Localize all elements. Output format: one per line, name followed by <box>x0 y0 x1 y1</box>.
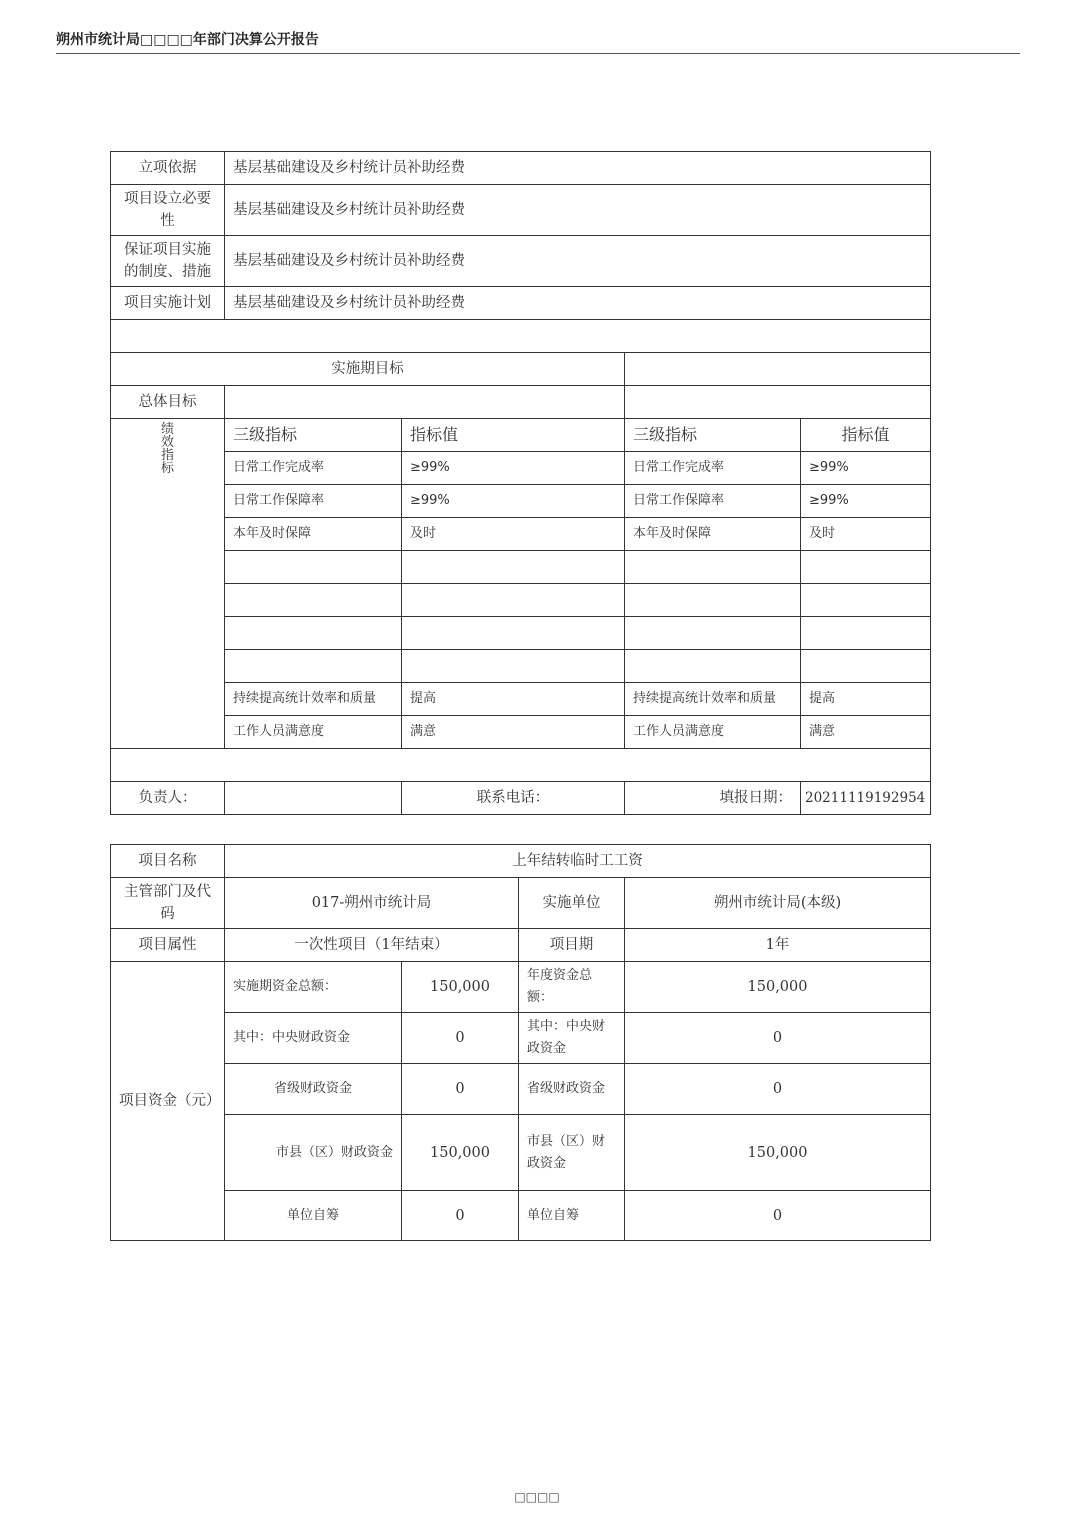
date-label: 填报日期： <box>625 782 801 815</box>
indicator-name <box>625 551 801 584</box>
indicator-value <box>801 650 931 683</box>
indicator-name <box>225 584 402 617</box>
fund-label-2: 单位自筹 <box>519 1191 625 1241</box>
necessity-value: 基层基础建设及乡村统计员补助经费 <box>225 185 931 236</box>
indicator-name <box>225 650 402 683</box>
unit-value: 朔州市统计局(本级) <box>625 878 931 929</box>
table-row <box>111 878 931 929</box>
basis-value: 基层基础建设及乡村统计员补助经费 <box>225 152 931 185</box>
period-value: 1年 <box>625 929 931 962</box>
table-row <box>111 185 931 236</box>
table-row <box>111 152 931 185</box>
fund-value: 150,000 <box>402 962 519 1013</box>
indicator-name <box>625 584 801 617</box>
table-row <box>111 320 931 353</box>
indicator-value: ≥99% <box>402 485 625 518</box>
period-label: 项目期 <box>519 929 625 962</box>
fund-value: 0 <box>402 1013 519 1064</box>
indicator-name: 日常工作保障率 <box>625 485 801 518</box>
table-row <box>111 929 931 962</box>
unit-label: 实施单位 <box>519 878 625 929</box>
measures-label: 保证项目实施的制度、措施 <box>111 236 225 287</box>
indicator-header-1: 三级指标 <box>225 419 402 452</box>
fund-value: 0 <box>402 1064 519 1115</box>
page-number: □□□□ <box>514 1490 560 1504</box>
fund-label-2: 年度资金总额： <box>519 962 625 1013</box>
table-row <box>111 551 931 584</box>
indicator-value <box>402 584 625 617</box>
indicator-name: 本年及时保障 <box>225 518 402 551</box>
table-row <box>111 287 931 320</box>
responsible-value <box>225 782 402 815</box>
table-row <box>111 683 931 716</box>
indicator-value-header-2: 指标值 <box>801 419 931 452</box>
attr-value: 一次性项目（1年结束） <box>225 929 519 962</box>
responsible-label: 负责人： <box>111 782 225 815</box>
indicator-value: 提高 <box>801 683 931 716</box>
table-row <box>111 353 931 386</box>
table-row <box>111 617 931 650</box>
indicator-value: 提高 <box>402 683 625 716</box>
indicator-value: 满意 <box>801 716 931 749</box>
table-row <box>111 452 931 485</box>
table-row <box>111 1013 931 1064</box>
indicator-value: 及时 <box>801 518 931 551</box>
table-row <box>111 236 931 287</box>
table-row <box>111 386 931 419</box>
indicator-value: ≥99% <box>402 452 625 485</box>
indicator-value: 满意 <box>402 716 625 749</box>
indicator-name: 工作人员满意度 <box>625 716 801 749</box>
plan-label: 项目实施计划 <box>111 287 225 320</box>
indicator-name <box>225 551 402 584</box>
period-goal-blank <box>625 353 931 386</box>
plan-value: 基层基础建设及乡村统计员补助经费 <box>225 287 931 320</box>
dept-value: 017-朔州市统计局 <box>225 878 519 929</box>
fund-value-2: 150,000 <box>625 1115 931 1191</box>
indicator-header-2: 三级指标 <box>625 419 801 452</box>
necessity-label: 项目设立必要性 <box>111 185 225 236</box>
indicator-name: 工作人员满意度 <box>225 716 402 749</box>
indicator-name: 日常工作完成率 <box>225 452 402 485</box>
fund-label: 单位自筹 <box>225 1191 402 1241</box>
total-goal-value <box>225 386 625 419</box>
table-row <box>111 749 931 782</box>
project-name-label: 项目名称 <box>111 845 225 878</box>
total-goal-value-2 <box>625 386 931 419</box>
indicator-name: 本年及时保障 <box>625 518 801 551</box>
indicator-value-header-1: 指标值 <box>402 419 625 452</box>
table-row <box>111 716 931 749</box>
fund-value: 0 <box>402 1191 519 1241</box>
header-title: 朔州市统计局□□□□年部门决算公开报告 <box>56 32 319 48</box>
table-row <box>111 1064 931 1115</box>
indicator-value: ≥99% <box>801 452 931 485</box>
indicator-name: 持续提高统计效率和质量 <box>625 683 801 716</box>
project-name-value: 上年结转临时工工资 <box>225 845 931 878</box>
blank-row <box>111 749 931 782</box>
fund-value: 150,000 <box>402 1115 519 1191</box>
table-row <box>111 1191 931 1241</box>
indicator-value <box>801 584 931 617</box>
fund-value-2: 0 <box>625 1064 931 1115</box>
table-row <box>111 1115 931 1191</box>
page-header <box>56 30 1020 54</box>
fund-value-2: 150,000 <box>625 962 931 1013</box>
indicator-value: ≥99% <box>801 485 931 518</box>
fund-label: 其中：中央财政资金 <box>225 1013 402 1064</box>
funds-label: 项目资金（元） <box>111 962 225 1241</box>
fund-value-2: 0 <box>625 1191 931 1241</box>
fund-label-2: 市县（区）财政资金 <box>519 1115 625 1191</box>
indicator-value <box>402 551 625 584</box>
table-row <box>111 962 931 1013</box>
indicator-value <box>801 551 931 584</box>
indicator-value <box>801 617 931 650</box>
indicator-value: 及时 <box>402 518 625 551</box>
measures-value: 基层基础建设及乡村统计员补助经费 <box>225 236 931 287</box>
indicator-value <box>402 617 625 650</box>
date-value: 20211119192954 <box>801 782 931 815</box>
indicator-value <box>402 650 625 683</box>
total-goal-label: 总体目标 <box>111 386 225 419</box>
project-info-table <box>110 844 931 1241</box>
fund-label: 市县（区）财政资金 <box>225 1115 402 1191</box>
basis-label: 立项依据 <box>111 152 225 185</box>
fund-label-2: 其中：中央财政资金 <box>519 1013 625 1064</box>
table-row <box>111 845 931 878</box>
indicator-name: 持续提高统计效率和质量 <box>225 683 402 716</box>
attr-label: 项目属性 <box>111 929 225 962</box>
blank-row <box>111 320 931 353</box>
table-row <box>111 518 931 551</box>
fund-label: 省级财政资金 <box>225 1064 402 1115</box>
table-row <box>111 650 931 683</box>
table-row <box>111 782 931 815</box>
indicator-name: 日常工作保障率 <box>225 485 402 518</box>
table-row <box>111 419 931 452</box>
indicator-name: 日常工作完成率 <box>625 452 801 485</box>
period-goal-label: 实施期目标 <box>111 353 625 386</box>
indicator-name <box>225 617 402 650</box>
dept-label: 主管部门及代码 <box>111 878 225 929</box>
phone-label: 联系电话： <box>402 782 625 815</box>
perf-indicator-label: 绩 效 指 标 <box>111 419 225 749</box>
table-row <box>111 584 931 617</box>
fund-label-2: 省级财政资金 <box>519 1064 625 1115</box>
fund-value-2: 0 <box>625 1013 931 1064</box>
table-row <box>111 485 931 518</box>
indicator-name <box>625 650 801 683</box>
indicator-name <box>625 617 801 650</box>
fund-label: 实施期资金总额： <box>225 962 402 1013</box>
performance-goals-table <box>110 151 931 815</box>
